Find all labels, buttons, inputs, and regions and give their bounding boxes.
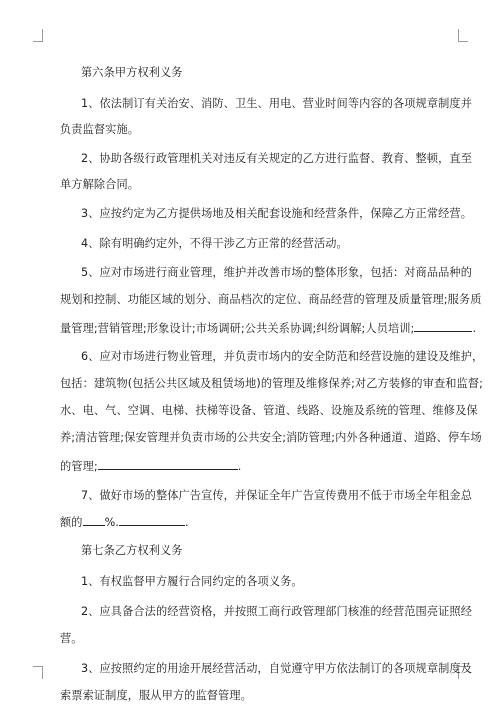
paragraph-line: 水、电、气、空调、电梯、扶梯等设备、管道、线路、设施及系统的管理、维修及保	[60, 404, 478, 417]
paragraph-line: 6、应对市场进行物业管理，并负责市场内的安全防范和经营设施的建设及维护，	[81, 350, 484, 363]
paragraph-text: 的管理;	[60, 460, 98, 473]
paragraph-line: 3、应按照约定的用途开展经营活动，自觉遵守甲方依法制订的各项规章制度及	[81, 662, 472, 675]
paragraph-line: 养;清洁管理;保安管理并负责市场的公共安全;消防管理;内外各种通道、道路、停车场	[60, 431, 482, 444]
paragraph-line: 4、除有明确约定外，不得干涉乙方正常的经营活动。	[81, 237, 348, 250]
paragraph-line: 负责监督实施。	[60, 123, 140, 136]
paragraph-line	[60, 514, 189, 530]
section-heading: 第七条乙方权利义务	[81, 544, 183, 557]
paragraph-line	[60, 320, 476, 336]
paragraph-line: 2、应具备合法的经营资格，并按照工商行政管理部门核准的经营范围亮证照经	[81, 605, 472, 618]
fill-in-blank	[414, 320, 472, 332]
paragraph-text: 量管理;营销管理;形象设计;市场调研;公共关系协调;纠纷调解;人员培训;	[60, 322, 415, 335]
fill-in-blank	[119, 514, 185, 526]
percent-mark: %.	[104, 516, 119, 529]
paragraph-line: 规划和控制、功能区域的划分、商品档次的定位、商品经营的管理及质量管理;服务质	[60, 293, 482, 306]
crop-mark-top-right	[458, 29, 468, 42]
paragraph-line: 3、应按约定为乙方提供场地及相关配套设施和经营条件，保障乙方正常经营。	[81, 207, 472, 220]
crop-mark-bottom-left	[33, 666, 43, 679]
line-end-punctuation: .	[472, 322, 477, 335]
section-heading: 第六条甲方权利义务	[81, 66, 183, 79]
paragraph-line: 单方解除合同。	[60, 178, 140, 191]
line-end-punctuation: .	[237, 460, 242, 473]
paragraph-line: 营。	[60, 632, 83, 645]
line-end-punctuation: .	[184, 516, 189, 529]
paragraph-line: 1、依法制订有关治安、消防、卫生、用电、营业时间等内容的各项规章制度并	[81, 97, 472, 110]
paragraph-line: 包括：建筑物(包括公共区域及租赁场地)的管理及维修保养;对乙方装修的审查和监督;	[60, 377, 484, 390]
crop-mark-top-left	[33, 29, 43, 42]
paragraph-line: 7、做好市场的整体广告宣传，并保证全年广告宣传费用不低于市场全年租金总	[81, 489, 472, 502]
paragraph-line: 索票索证制度，服从甲方的监督管理。	[60, 689, 252, 702]
paragraph-line	[60, 458, 241, 474]
fill-in-blank	[83, 514, 105, 526]
paragraph-line: 2、协助各级行政管理机关对违反有关规定的乙方进行监督、教育、整顿，直至	[81, 152, 472, 165]
paragraph-line: 5、应对市场进行商业管理，维护并改善市场的整体形象，包括：对商品品种的	[81, 266, 472, 279]
paragraph-text: 额的	[60, 516, 83, 529]
paragraph-line: 1、有权监督甲方履行合同约定的各项义务。	[81, 575, 303, 588]
fill-in-blank	[98, 458, 238, 470]
